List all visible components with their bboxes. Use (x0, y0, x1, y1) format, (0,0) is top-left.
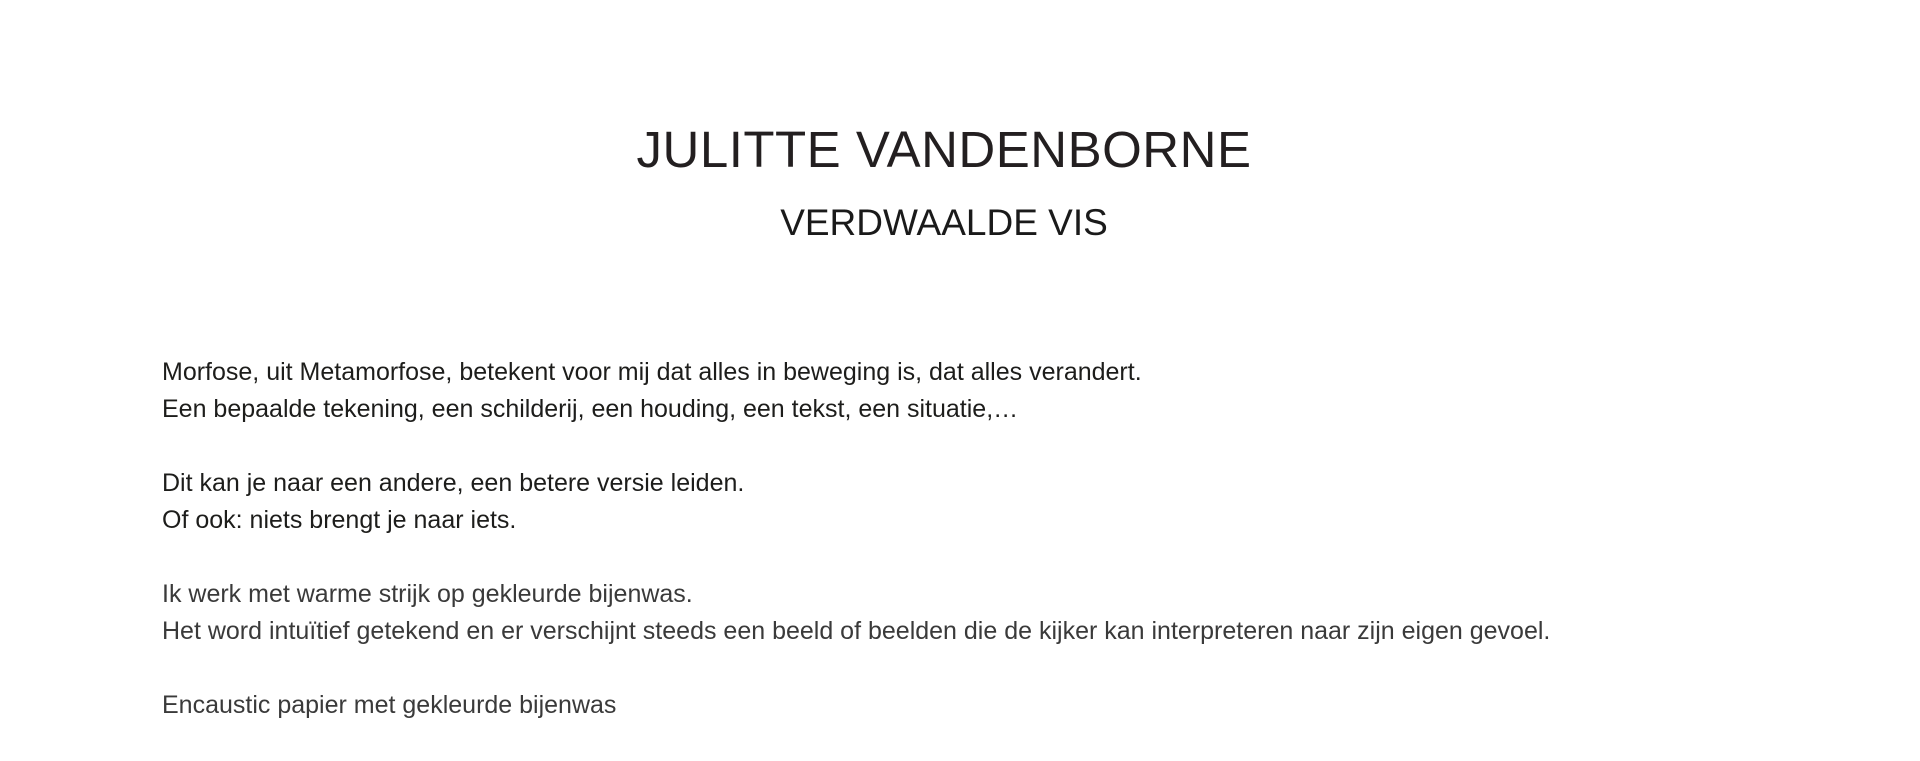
text-line: Dit kan je naar een andere, een betere versie leiden. (162, 469, 745, 497)
statement-body (162, 354, 1812, 761)
text-line: Ik werk met warme strijk op gekleurde bijenwas. (162, 580, 693, 608)
paragraph-2 (162, 465, 1812, 539)
text-line: Morfose, uit Metamorfose, betekent voor mij dat alles in beweging is, dat alles verandert. (162, 358, 1142, 386)
text-line: Een bepaalde tekening, een schilderij, een houding, een tekst, een situatie,… (162, 395, 1019, 423)
text-line: Of ook: niets brengt je naar iets. (162, 506, 517, 534)
text-line: Het word intuïtief getekend en er verschijnt steeds een beeld of beelden die de kijker kan interpreteren naar zijn eigen gevoel. (162, 617, 1551, 645)
paragraph-1 (162, 354, 1812, 428)
medium-caption (162, 687, 1812, 724)
work-title: VERDWAALDE VIS (780, 202, 1108, 243)
text-line: Encaustic papier met gekleurde bijenwas (162, 691, 617, 719)
artist-name: JULITTE VANDENBORNE (636, 121, 1252, 178)
paragraph-3 (162, 576, 1812, 650)
